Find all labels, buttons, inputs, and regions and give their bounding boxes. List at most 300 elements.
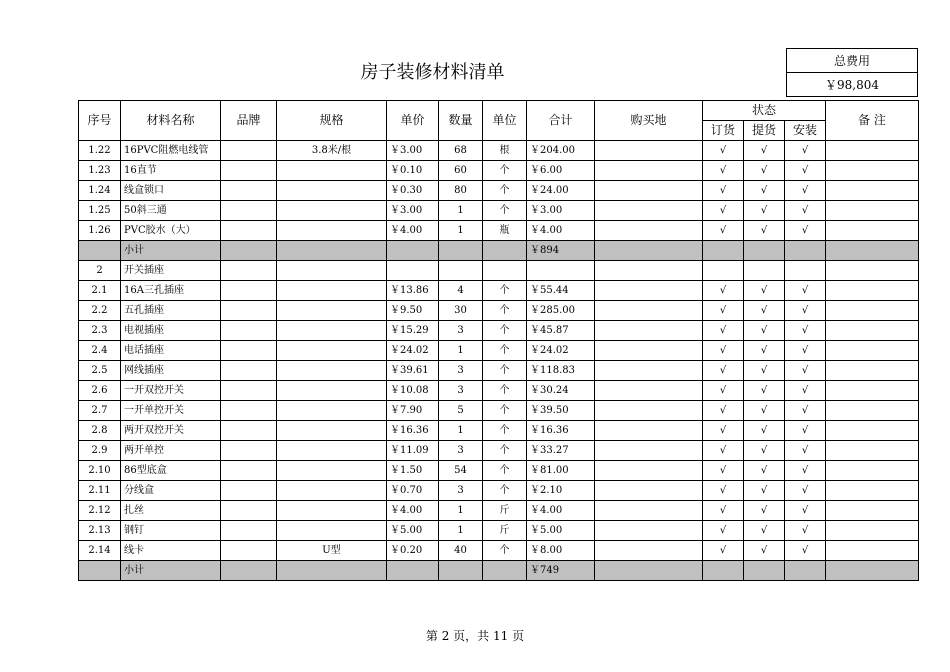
- table-row: [79, 321, 919, 341]
- cell-install: √: [785, 161, 826, 181]
- cell-note: [826, 201, 919, 221]
- cell-spec: U型: [277, 541, 387, 561]
- cell-note: [826, 561, 919, 581]
- cell-note: [826, 161, 919, 181]
- cell-order: [703, 261, 744, 281]
- cell-pickup: √: [744, 341, 785, 361]
- cell-seq: 1.23: [79, 161, 121, 181]
- cell-spec: [277, 261, 387, 281]
- cell-seq: 1.24: [79, 181, 121, 201]
- cell-unit: 斤: [483, 521, 527, 541]
- cell-unit: [483, 561, 527, 581]
- cell-pickup: √: [744, 541, 785, 561]
- cell-unit: 个: [483, 201, 527, 221]
- cell-order: √: [703, 161, 744, 181]
- header-name: 材料名称: [121, 101, 221, 141]
- table-row: [79, 461, 919, 481]
- cell-place: [595, 241, 703, 261]
- cell-seq: 2.14: [79, 541, 121, 561]
- cell-brand: [221, 221, 277, 241]
- cell-pickup: √: [744, 381, 785, 401]
- cell-spec: [277, 461, 387, 481]
- cell-seq: 1.26: [79, 221, 121, 241]
- cell-note: [826, 541, 919, 561]
- cell-qty: [439, 261, 483, 281]
- header-order: 订货: [703, 121, 744, 141]
- cell-name: 50斜三通: [121, 201, 221, 221]
- cell-order: √: [703, 441, 744, 461]
- cell-brand: [221, 141, 277, 161]
- cell-place: [595, 181, 703, 201]
- cell-name: 电话插座: [121, 341, 221, 361]
- cell-seq: 2.5: [79, 361, 121, 381]
- cell-place: [595, 321, 703, 341]
- cell-unit: 个: [483, 361, 527, 381]
- cell-price: [387, 561, 439, 581]
- cell-order: √: [703, 341, 744, 361]
- cell-note: [826, 341, 919, 361]
- table-row: [79, 301, 919, 321]
- cell-seq: 2.6: [79, 381, 121, 401]
- cell-install: √: [785, 361, 826, 381]
- cell-brand: [221, 361, 277, 381]
- cell-brand: [221, 201, 277, 221]
- cell-brand: [221, 421, 277, 441]
- cell-sum: [527, 261, 595, 281]
- cell-seq: 1.22: [79, 141, 121, 161]
- cell-sum: ￥285.00: [527, 301, 595, 321]
- cell-install: √: [785, 341, 826, 361]
- cell-brand: [221, 481, 277, 501]
- cell-place: [595, 541, 703, 561]
- cell-price: ￥0.30: [387, 181, 439, 201]
- cell-seq: 2.4: [79, 341, 121, 361]
- cell-qty: 3: [439, 481, 483, 501]
- cell-unit: 个: [483, 481, 527, 501]
- cell-spec: [277, 321, 387, 341]
- cell-order: √: [703, 481, 744, 501]
- cell-name: 两开单控: [121, 441, 221, 461]
- total-cost-box: [786, 48, 918, 97]
- cell-order: √: [703, 201, 744, 221]
- cell-order: √: [703, 321, 744, 341]
- cell-price: ￥11.09: [387, 441, 439, 461]
- cell-seq: 2.10: [79, 461, 121, 481]
- cell-brand: [221, 321, 277, 341]
- cell-spec: [277, 381, 387, 401]
- cell-name: 16PVC阻燃电线管: [121, 141, 221, 161]
- document-title: 房子装修材料清单: [360, 62, 505, 83]
- cell-pickup: [744, 261, 785, 281]
- cell-place: [595, 261, 703, 281]
- cell-brand: [221, 561, 277, 581]
- table-row: [79, 441, 919, 461]
- cell-sum: ￥894: [527, 241, 595, 261]
- cell-sum: ￥4.00: [527, 501, 595, 521]
- cell-sum: ￥45.87: [527, 321, 595, 341]
- cell-sum: ￥16.36: [527, 421, 595, 441]
- cell-pickup: √: [744, 301, 785, 321]
- cell-install: √: [785, 321, 826, 341]
- cell-install: √: [785, 501, 826, 521]
- cell-qty: 30: [439, 301, 483, 321]
- cell-name: 分线盒: [121, 481, 221, 501]
- cell-price: ￥15.29: [387, 321, 439, 341]
- cell-sum: ￥30.24: [527, 381, 595, 401]
- cell-name: 五孔插座: [121, 301, 221, 321]
- subtotal-row: [79, 241, 919, 261]
- cell-unit: 个: [483, 381, 527, 401]
- cell-pickup: √: [744, 181, 785, 201]
- cell-name: PVC胶水（大）: [121, 221, 221, 241]
- cell-note: [826, 321, 919, 341]
- table-row: [79, 141, 919, 161]
- cell-brand: [221, 501, 277, 521]
- cell-install: √: [785, 181, 826, 201]
- header-place: 购买地: [595, 101, 703, 141]
- cell-pickup: √: [744, 501, 785, 521]
- cell-price: [387, 241, 439, 261]
- cell-sum: ￥39.50: [527, 401, 595, 421]
- total-cost-value: ￥98,804: [787, 73, 918, 97]
- cell-spec: [277, 361, 387, 381]
- total-cost-label: 总费用: [787, 49, 918, 73]
- cell-place: [595, 381, 703, 401]
- cell-qty: 40: [439, 541, 483, 561]
- cell-sum: ￥55.44: [527, 281, 595, 301]
- cell-price: ￥13.86: [387, 281, 439, 301]
- cell-order: √: [703, 401, 744, 421]
- cell-sum: ￥749: [527, 561, 595, 581]
- cell-unit: 瓶: [483, 221, 527, 241]
- cell-spec: [277, 201, 387, 221]
- table-body: [79, 141, 919, 581]
- cell-sum: ￥2.10: [527, 481, 595, 501]
- cell-seq: 2.13: [79, 521, 121, 541]
- cell-price: ￥4.00: [387, 501, 439, 521]
- header-price: 单价: [387, 101, 439, 141]
- cell-order: √: [703, 281, 744, 301]
- cell-order: [703, 561, 744, 581]
- cell-note: [826, 401, 919, 421]
- cell-name: 16直节: [121, 161, 221, 181]
- cell-price: ￥10.08: [387, 381, 439, 401]
- cell-name: 线盒锁口: [121, 181, 221, 201]
- cell-price: ￥1.50: [387, 461, 439, 481]
- cell-order: [703, 241, 744, 261]
- cell-seq: 1.25: [79, 201, 121, 221]
- cell-pickup: √: [744, 361, 785, 381]
- cell-place: [595, 161, 703, 181]
- cell-note: [826, 141, 919, 161]
- cell-brand: [221, 301, 277, 321]
- cell-seq: 2.7: [79, 401, 121, 421]
- cell-price: ￥39.61: [387, 361, 439, 381]
- cell-seq: 2.3: [79, 321, 121, 341]
- cell-name: 电视插座: [121, 321, 221, 341]
- table-row: [79, 481, 919, 501]
- cell-pickup: √: [744, 461, 785, 481]
- cell-place: [595, 301, 703, 321]
- cell-qty: 1: [439, 201, 483, 221]
- cell-name: 一开单控开关: [121, 401, 221, 421]
- cell-place: [595, 561, 703, 581]
- cell-pickup: √: [744, 421, 785, 441]
- cell-qty: 3: [439, 381, 483, 401]
- cell-install: √: [785, 441, 826, 461]
- cell-name: 16A三孔插座: [121, 281, 221, 301]
- cell-order: √: [703, 461, 744, 481]
- cell-qty: 1: [439, 521, 483, 541]
- cell-install: √: [785, 381, 826, 401]
- cell-place: [595, 221, 703, 241]
- cell-note: [826, 281, 919, 301]
- header-note: 备 注: [826, 101, 919, 141]
- cell-place: [595, 341, 703, 361]
- cell-pickup: √: [744, 161, 785, 181]
- cell-sum: ￥118.83: [527, 361, 595, 381]
- cell-spec: [277, 521, 387, 541]
- cell-seq: 2.8: [79, 421, 121, 441]
- cell-price: ￥0.10: [387, 161, 439, 181]
- header-pickup: 提货: [744, 121, 785, 141]
- cell-price: ￥24.02: [387, 341, 439, 361]
- cell-price: ￥5.00: [387, 521, 439, 541]
- header-seq: 序号: [79, 101, 121, 141]
- cell-install: √: [785, 461, 826, 481]
- cell-spec: [277, 341, 387, 361]
- cell-brand: [221, 261, 277, 281]
- header-unit: 单位: [483, 101, 527, 141]
- cell-pickup: √: [744, 521, 785, 541]
- cell-seq: [79, 241, 121, 261]
- table-row: [79, 221, 919, 241]
- cell-unit: 个: [483, 281, 527, 301]
- cell-pickup: [744, 561, 785, 581]
- cell-qty: 4: [439, 281, 483, 301]
- table-row: [79, 341, 919, 361]
- cell-qty: 68: [439, 141, 483, 161]
- cell-unit: 个: [483, 421, 527, 441]
- cell-note: [826, 301, 919, 321]
- cell-install: √: [785, 221, 826, 241]
- table-row: [79, 501, 919, 521]
- cell-pickup: √: [744, 221, 785, 241]
- header-spec: 规格: [277, 101, 387, 141]
- cell-unit: 个: [483, 161, 527, 181]
- cell-unit: 个: [483, 541, 527, 561]
- cell-spec: [277, 501, 387, 521]
- cell-order: √: [703, 501, 744, 521]
- cell-spec: [277, 401, 387, 421]
- cell-name: 线卡: [121, 541, 221, 561]
- cell-price: ￥9.50: [387, 301, 439, 321]
- cell-qty: 1: [439, 221, 483, 241]
- cell-unit: 个: [483, 321, 527, 341]
- cell-pickup: [744, 241, 785, 261]
- cell-note: [826, 261, 919, 281]
- cell-qty: [439, 241, 483, 261]
- cell-order: √: [703, 141, 744, 161]
- cell-name: 86型底盒: [121, 461, 221, 481]
- table-row: [79, 381, 919, 401]
- cell-install: √: [785, 421, 826, 441]
- cell-brand: [221, 461, 277, 481]
- cell-sum: ￥204.00: [527, 141, 595, 161]
- cell-qty: 1: [439, 501, 483, 521]
- header-brand: 品牌: [221, 101, 277, 141]
- cell-install: √: [785, 541, 826, 561]
- cell-spec: [277, 161, 387, 181]
- cell-seq: 2: [79, 261, 121, 281]
- cell-seq: [79, 561, 121, 581]
- cell-sum: ￥81.00: [527, 461, 595, 481]
- cell-unit: 根: [483, 141, 527, 161]
- cell-note: [826, 501, 919, 521]
- cell-note: [826, 481, 919, 501]
- cell-brand: [221, 281, 277, 301]
- cell-qty: [439, 561, 483, 581]
- header-qty: 数量: [439, 101, 483, 141]
- cell-install: [785, 261, 826, 281]
- table-row: [79, 541, 919, 561]
- cell-brand: [221, 181, 277, 201]
- cell-install: [785, 561, 826, 581]
- cell-install: √: [785, 201, 826, 221]
- cell-place: [595, 481, 703, 501]
- cell-qty: 80: [439, 181, 483, 201]
- cell-unit: 个: [483, 341, 527, 361]
- cell-note: [826, 181, 919, 201]
- cell-place: [595, 361, 703, 381]
- cell-spec: [277, 281, 387, 301]
- table-header-row: [79, 101, 919, 121]
- cell-price: ￥0.70: [387, 481, 439, 501]
- cell-unit: 个: [483, 441, 527, 461]
- cell-brand: [221, 401, 277, 421]
- table-row: [79, 201, 919, 221]
- cell-install: [785, 241, 826, 261]
- cell-brand: [221, 521, 277, 541]
- cell-note: [826, 381, 919, 401]
- cell-qty: 3: [439, 441, 483, 461]
- cell-unit: 斤: [483, 501, 527, 521]
- cell-brand: [221, 441, 277, 461]
- cell-brand: [221, 161, 277, 181]
- cell-pickup: √: [744, 321, 785, 341]
- cell-order: √: [703, 361, 744, 381]
- cell-install: √: [785, 281, 826, 301]
- cell-sum: ￥33.27: [527, 441, 595, 461]
- table-row: [79, 281, 919, 301]
- cell-name: 开关插座: [121, 261, 221, 281]
- table-row: [79, 521, 919, 541]
- cell-seq: 2.1: [79, 281, 121, 301]
- cell-spec: [277, 441, 387, 461]
- cell-place: [595, 281, 703, 301]
- cell-spec: [277, 561, 387, 581]
- cell-unit: 个: [483, 181, 527, 201]
- cell-seq: 2.12: [79, 501, 121, 521]
- cell-spec: [277, 301, 387, 321]
- table-row: [79, 421, 919, 441]
- cell-sum: ￥24.02: [527, 341, 595, 361]
- cell-place: [595, 141, 703, 161]
- header-status: 状态: [703, 101, 826, 121]
- cell-order: √: [703, 421, 744, 441]
- cell-order: √: [703, 521, 744, 541]
- cell-pickup: √: [744, 441, 785, 461]
- cell-name: 网线插座: [121, 361, 221, 381]
- cell-place: [595, 201, 703, 221]
- cell-note: [826, 421, 919, 441]
- cell-price: ￥4.00: [387, 221, 439, 241]
- cell-qty: 60: [439, 161, 483, 181]
- cell-price: ￥16.36: [387, 421, 439, 441]
- cell-place: [595, 441, 703, 461]
- cell-pickup: √: [744, 141, 785, 161]
- cell-order: √: [703, 301, 744, 321]
- cell-sum: ￥3.00: [527, 201, 595, 221]
- section-row: [79, 261, 919, 281]
- cell-order: √: [703, 221, 744, 241]
- cell-pickup: √: [744, 201, 785, 221]
- cell-brand: [221, 341, 277, 361]
- table-row: [79, 181, 919, 201]
- cell-note: [826, 221, 919, 241]
- cell-install: √: [785, 521, 826, 541]
- cell-note: [826, 241, 919, 261]
- cell-order: √: [703, 541, 744, 561]
- cell-sum: ￥4.00: [527, 221, 595, 241]
- cell-sum: ￥8.00: [527, 541, 595, 561]
- cell-name: 一开双控开关: [121, 381, 221, 401]
- header-install: 安装: [785, 121, 826, 141]
- cell-order: √: [703, 381, 744, 401]
- cell-pickup: √: [744, 481, 785, 501]
- cell-price: ￥0.20: [387, 541, 439, 561]
- cell-price: [387, 261, 439, 281]
- cell-name: 两开双控开关: [121, 421, 221, 441]
- page-footer: 第 2 页，共 11 页: [425, 629, 525, 643]
- table-row: [79, 361, 919, 381]
- cell-install: √: [785, 481, 826, 501]
- cell-spec: 3.8米/根: [277, 141, 387, 161]
- cell-brand: [221, 541, 277, 561]
- cell-sum: ￥6.00: [527, 161, 595, 181]
- cell-spec: [277, 181, 387, 201]
- cell-place: [595, 501, 703, 521]
- cell-unit: 个: [483, 461, 527, 481]
- cell-note: [826, 461, 919, 481]
- cell-qty: 1: [439, 421, 483, 441]
- cell-note: [826, 361, 919, 381]
- cell-spec: [277, 481, 387, 501]
- cell-spec: [277, 421, 387, 441]
- cell-place: [595, 421, 703, 441]
- cell-spec: [277, 241, 387, 261]
- cell-pickup: √: [744, 401, 785, 421]
- cell-price: ￥3.00: [387, 141, 439, 161]
- cell-seq: 2.11: [79, 481, 121, 501]
- cell-install: √: [785, 301, 826, 321]
- cell-seq: 2.9: [79, 441, 121, 461]
- cell-seq: 2.2: [79, 301, 121, 321]
- cell-price: ￥7.90: [387, 401, 439, 421]
- table-row: [79, 401, 919, 421]
- cell-name: 钢钉: [121, 521, 221, 541]
- cell-brand: [221, 381, 277, 401]
